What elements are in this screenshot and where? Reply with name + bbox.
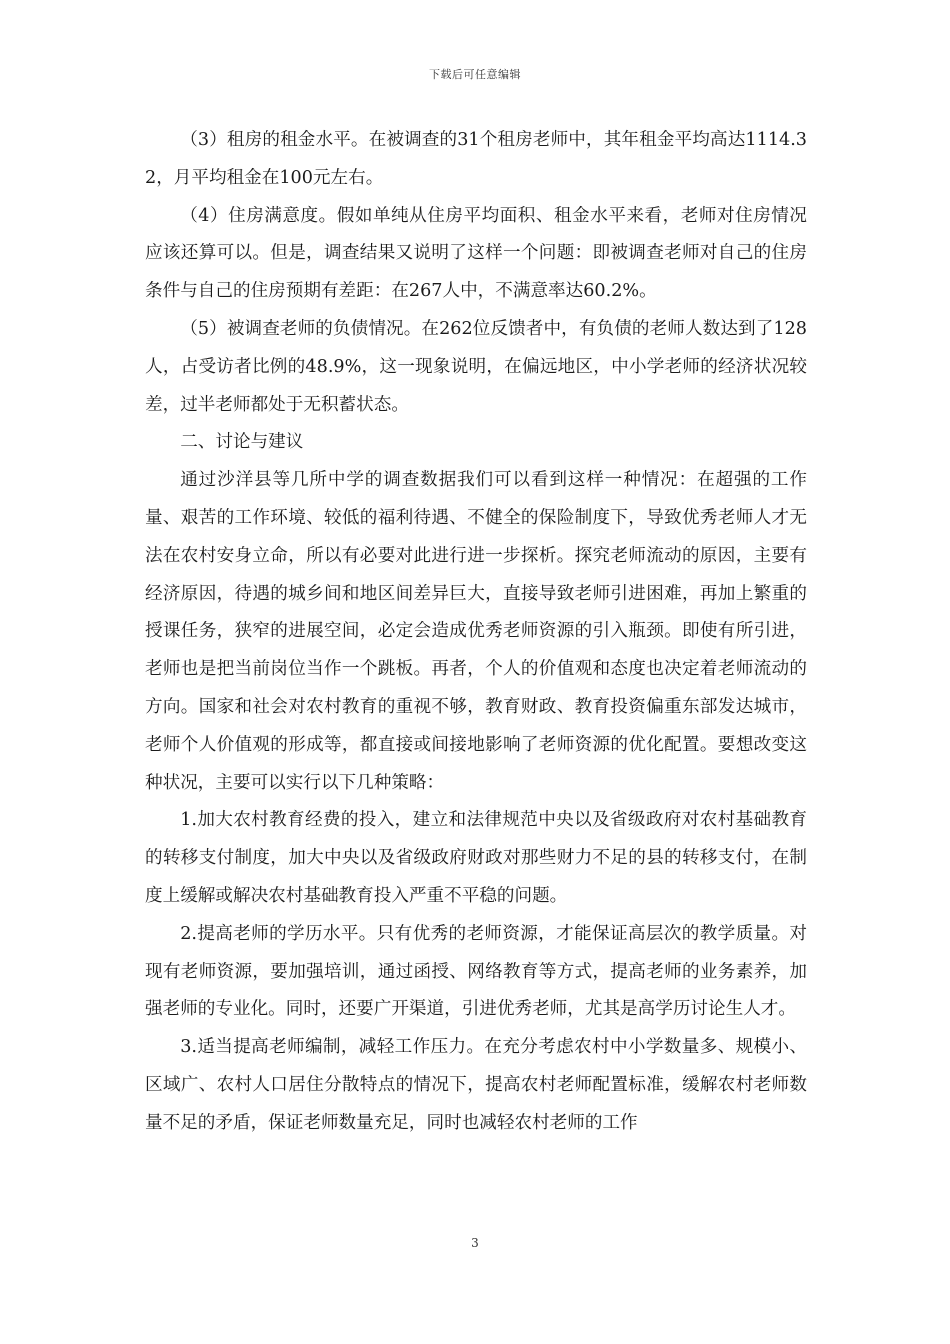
document-body [145, 122, 807, 1143]
paragraph-teacher-debt: （5）被调查老师的负债情况。在262位反馈者中，有负债的老师人数达到了128人，占受访者比例的48.9%，这一现象说明，在偏远地区，中小学老师的经济状况较差，过半老师都处于无积蓄状态。 [145, 318, 807, 415]
paragraph-strategy-2: 2.提高老师的学历水平。只有优秀的老师资源，才能保证高层次的教学质量。对现有老师资源，要加强培训，通过函授、网络教育等方式，提高老师的业务素养，加强老师的专业化。同时，还要广开渠道，引进优秀老师，尤其是高学历讨论生人才。 [145, 923, 807, 1020]
paragraph-survey-analysis: 通过沙洋县等几所中学的调查数据我们可以看到这样一种情况：在超强的工作量、艰苦的工作环境、较低的福利待遇、不健全的保险制度下，导致优秀老师人才无法在农村安身立命，所以有必要对此进行进一步探析。探究老师流动的原因，主要有经济原因，待遇的城乡间和地区间差异巨大，直接导致老师引进困难，再加上繁重的授课任务，狭窄的进展空间，必定会造成优秀老师资源的引入瓶颈。即使有所引进，老师也是把当前岗位当作一个跳板。再者，个人的价值观和态度也决定着老师流动的方向。国家和社会对农村教育的重视不够，教育财政、教育投资偏重东部发达城市，老师个人价值观的形成等，都直接或间接地影响了老师资源的优化配置。要想改变这种状况，主要可以实行以下几种策略： [145, 470, 807, 793]
paragraph-housing-satisfaction: （4）住房满意度。假如单纯从住房平均面积、租金水平来看，老师对住房情况应该还算可以。但是，调查结果又说明了这样一个问题：即被调查老师对自己的住房条件与自己的住房预期有差距：在267人中，不满意率达60.2%。 [145, 205, 807, 302]
paragraph-rent-level: （3）租房的租金水平。在被调查的31个租房老师中，其年租金平均高达1114.32，月平均租金在100元左右。 [145, 130, 807, 188]
paragraph-strategy-3: 3.适当提高老师编制，减轻工作压力。在充分考虑农村中小学数量多、规模小、区域广、农村人口居住分散特点的情况下，提高农村老师配置标准，缓解农村老师数量不足的矛盾，保证老师数量充足，同时也减轻农村老师的工作 [145, 1037, 807, 1133]
section-heading-discussion: 二、讨论与建议 [180, 432, 304, 453]
header-note: 下载后可任意编辑 [429, 68, 521, 81]
page-number: 3 [471, 1236, 479, 1250]
paragraph-strategy-1: 1.加大农村教育经费的投入，建立和法律规范中央以及省级政府对农村基础教育的转移支付制度，加大中央以及省级政府财政对那些财力不足的县的转移支付，在制度上缓解或解决农村基础教育投入严重不平稳的问题。 [145, 810, 807, 906]
